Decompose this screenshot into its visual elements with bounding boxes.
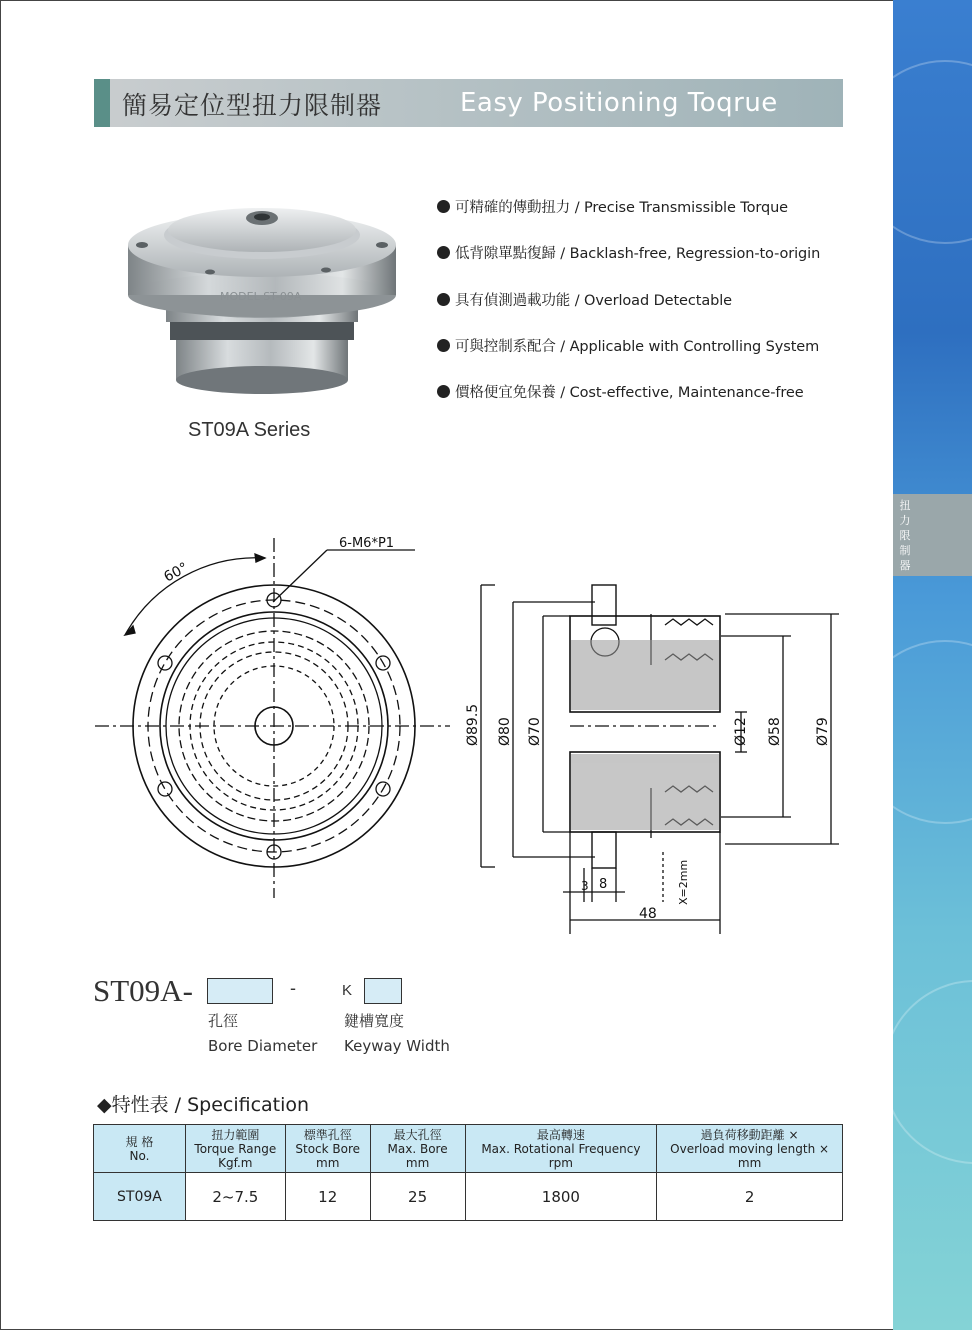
dim-label: Ø79 [815, 717, 831, 746]
side-decoration-band [893, 0, 972, 1330]
bullet-icon [437, 385, 450, 398]
bore-code-box[interactable] [207, 978, 273, 1004]
spec-table [93, 1124, 843, 1221]
feature-item: 價格便宜免保養 / Cost-effective, Maintenance-free [437, 381, 820, 427]
dim-label: Ø89.5 [465, 703, 481, 746]
angle-label: 60° [161, 559, 191, 586]
feature-list [437, 196, 820, 427]
header-cell: 標準孔徑 Stock Bore mm [285, 1125, 370, 1173]
model-code-prefix: ST09A- [93, 973, 193, 1008]
dim-label: Ø58 [767, 717, 783, 746]
table-header-row [94, 1125, 843, 1173]
spec-title: ◆特性表 / Specification [97, 1094, 310, 1116]
dim-label: Ø12 [733, 717, 749, 746]
bullet-icon [437, 246, 450, 259]
model-code-k: K [342, 982, 353, 999]
header-cell: 規 格 No. [94, 1125, 186, 1173]
dim-label: Ø80 [497, 717, 513, 746]
header-cell: 最高轉速 Max. Rotational Frequency rpm [465, 1125, 657, 1173]
keyway-code-box[interactable] [364, 978, 402, 1004]
product-engraving: MODEL ST-09A [220, 290, 302, 303]
technical-drawing [95, 530, 845, 940]
table-cell: 1800 [465, 1173, 657, 1221]
header-cell: 扭力範圍 Torque Range Kgf.m [185, 1125, 285, 1173]
angle-arc [125, 558, 265, 635]
hole-spec-label: 6-M6*P1 [339, 536, 395, 551]
series-label: ST09A Series [188, 419, 311, 441]
table-cell: 2 [657, 1173, 843, 1221]
dim-label: Ø70 [527, 717, 543, 746]
table-row [94, 1173, 843, 1221]
product-photo [126, 190, 398, 400]
bullet-icon [437, 339, 450, 352]
table-cell: 2~7.5 [185, 1173, 285, 1221]
bore-label-en: Bore Diameter [208, 1037, 318, 1055]
keyway-label-en: Keyway Width [344, 1037, 450, 1055]
bullet-icon [437, 200, 450, 213]
model-code-dash: - [290, 978, 296, 998]
decor-ring [893, 60, 972, 244]
table-cell: 12 [285, 1173, 370, 1221]
bolt-hole [158, 782, 172, 796]
decor-ring [893, 980, 972, 1164]
dim-label: 8 [599, 877, 608, 892]
table-cell: 25 [370, 1173, 465, 1221]
feature-item: 可精確的傳動扭力 / Precise Transmissible Torque [437, 196, 820, 242]
page-title-en: Easy Positioning Toqrue [460, 88, 778, 118]
bullet-icon [437, 293, 450, 306]
dim-label: X=2mm [677, 859, 690, 905]
table-cell: ST09A [94, 1173, 186, 1221]
header-cell: 最大孔徑 Max. Bore mm [370, 1125, 465, 1173]
feature-item: 低背隙單點復歸 / Backlash-free, Regression-to-origin [437, 242, 820, 288]
bore-label-zh: 孔徑 [208, 1012, 239, 1030]
side-category-label: 扭力限制器 [899, 499, 911, 572]
bolt-hole [158, 656, 172, 670]
feature-item: 具有偵測過載功能 / Overload Detectable [437, 289, 820, 335]
dim-label: 48 [639, 906, 657, 922]
feature-item: 可與控制系配合 / Applicable with Controlling System [437, 335, 820, 381]
page-title-zh: 簡易定位型扭力限制器 [122, 91, 383, 120]
keyway-label-zh: 鍵槽寬度 [344, 1012, 405, 1030]
title-accent [94, 79, 110, 127]
dim-label: 3 [581, 879, 589, 893]
header-cell: 過負荷移動距離 × Overload moving length × mm [657, 1125, 843, 1173]
decor-ring [893, 640, 972, 824]
